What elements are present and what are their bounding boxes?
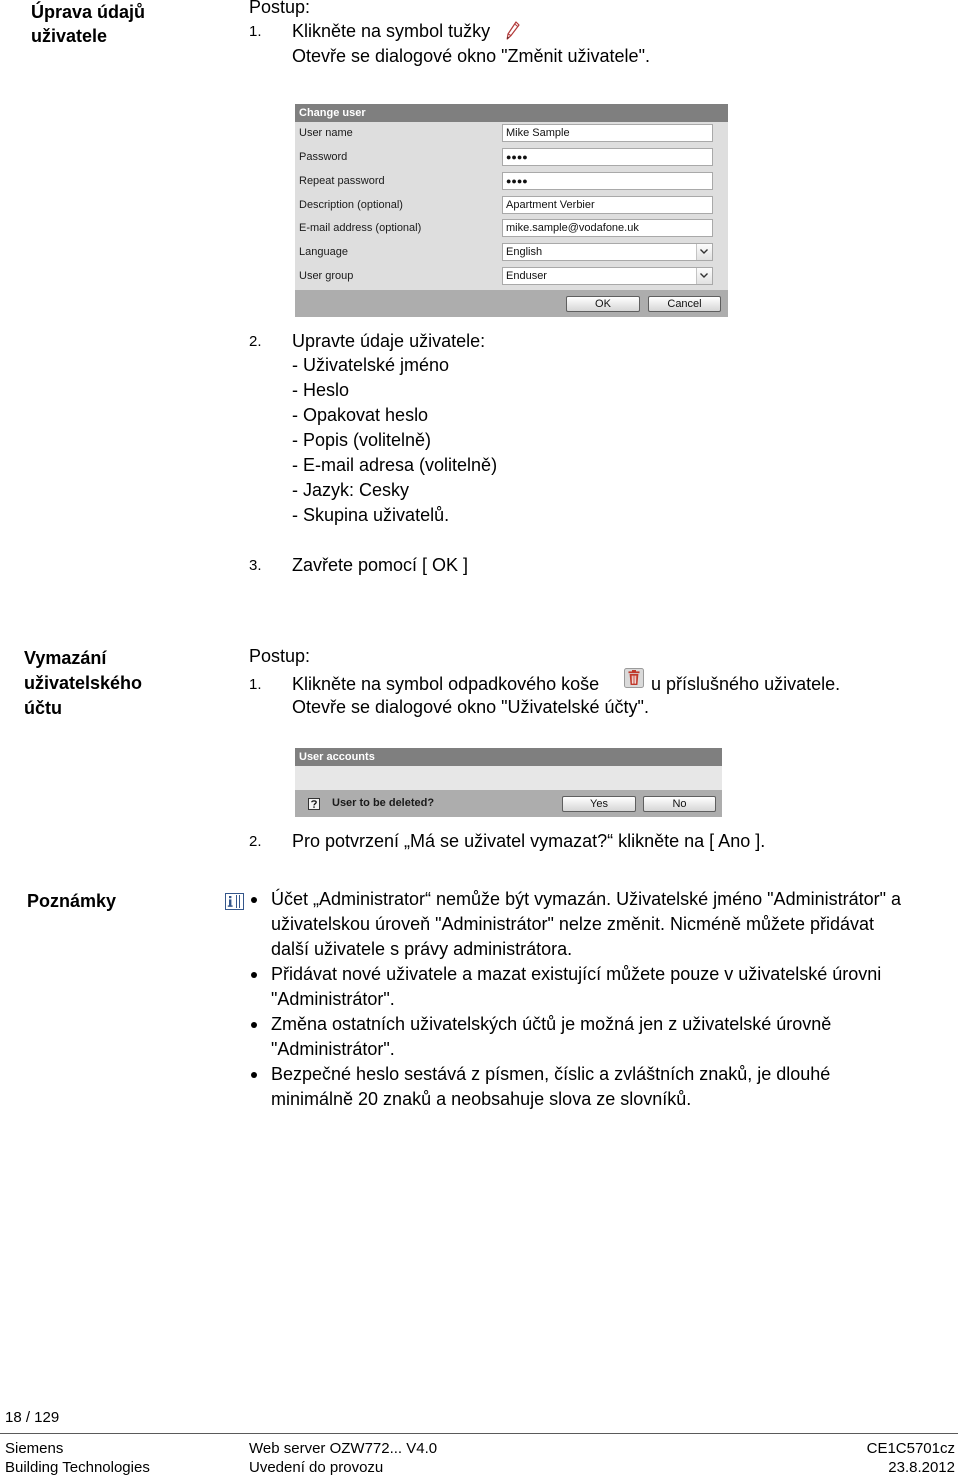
notes-list xyxy=(252,887,952,1112)
note-line: Změna ostatních uživatelských účtů je možná jen z uživatelské úrovně xyxy=(271,1014,832,1034)
footer-document-chapter: Uvedení do provozu xyxy=(249,1459,384,1476)
field-row-user-name xyxy=(295,121,728,145)
note-line: Přidávat nové uživatele a mazat existující můžete pouze v uživatelské úrovni xyxy=(271,964,882,984)
edit-step2-item: - Skupina uživatelů. xyxy=(292,505,450,525)
change-user-dialog-footer xyxy=(295,290,728,317)
page-number: 18 / 129 xyxy=(5,1409,60,1426)
field-label-repeat-password: Repeat password xyxy=(299,175,385,187)
yes-button[interactable]: Yes xyxy=(562,796,636,812)
field-row-email xyxy=(295,216,728,240)
password-input[interactable]: ●●●● xyxy=(502,148,713,166)
field-row-language xyxy=(295,240,728,264)
bullet-marker xyxy=(251,972,257,978)
delete-confirm-question: User to be deleted? xyxy=(332,797,435,809)
help-icon xyxy=(308,798,320,810)
note-item xyxy=(252,1012,952,1062)
footer-document-title: Web server OZW772... V4.0 xyxy=(249,1440,438,1457)
delete-step1-text-before: Klikněte na symbol odpadkového koše xyxy=(292,674,600,694)
delete-step2-text: Pro potvrzení „Má se uživatel vymazat?“ klikněte na [ Ano ]. xyxy=(292,831,766,851)
field-row-repeat-password xyxy=(295,169,728,193)
delete-step1-number: 1. xyxy=(249,676,262,693)
user-accounts-dialog-body xyxy=(295,766,722,790)
delete-user-procedure-label: Postup: xyxy=(249,646,311,666)
edit-user-procedure-label: Postup: xyxy=(249,0,311,17)
change-user-dialog xyxy=(295,104,728,317)
field-label-language: Language xyxy=(299,246,348,258)
note-line: Bezpečné heslo sestává z písmen, číslic a zvláštních znaků, je dlouhé xyxy=(271,1064,831,1084)
edit-step1-text: Klikněte na symbol tužky xyxy=(292,21,491,41)
note-item xyxy=(252,1062,952,1112)
field-label-user-name: User name xyxy=(299,127,353,139)
field-label-user-group: User group xyxy=(299,270,354,282)
pencil-icon xyxy=(506,21,520,40)
email-input[interactable]: mike.sample@vodafone.uk xyxy=(502,219,713,237)
chevron-down-icon[interactable] xyxy=(696,244,712,260)
edit-step2-item: - Opakovat heslo xyxy=(292,405,429,425)
user-group-select-value: Enduser xyxy=(506,270,547,282)
bullet-marker xyxy=(251,1022,257,1028)
footer-date: 23.8.2012 xyxy=(888,1459,955,1476)
bullet-marker xyxy=(251,1072,257,1078)
note-line: minimálně 20 znaků a neobsahuje slova ze slovníků. xyxy=(271,1089,692,1109)
field-row-password xyxy=(295,145,728,169)
note-line: uživatelskou úroveň "Administrátor" nelze změnit. Nicméně můžete přidávat xyxy=(271,914,875,934)
note-item xyxy=(252,887,952,962)
user-group-select[interactable] xyxy=(502,267,713,285)
footer-divider xyxy=(0,1433,958,1434)
delete-step2-number: 2. xyxy=(249,833,262,850)
edit-step2-item: - E-mail adresa (volitelně) xyxy=(292,455,498,475)
edit-step1-number: 1. xyxy=(249,23,262,40)
language-select[interactable] xyxy=(502,243,713,261)
ok-button[interactable]: OK xyxy=(566,296,640,312)
edit-user-heading-line2: uživatele xyxy=(31,26,108,46)
delete-step1-text-after: u příslušného uživatele. xyxy=(651,674,841,694)
trash-icon xyxy=(624,668,644,688)
edit-step2-item: - Jazyk: Cesky xyxy=(292,480,410,500)
field-row-user-group xyxy=(295,264,728,288)
note-line: další uživatele s právy administrátora. xyxy=(271,939,573,959)
edit-step1-result: Otevře se dialogové okno "Změnit uživatele". xyxy=(292,46,650,66)
info-icon xyxy=(225,893,244,910)
footer-division: Building Technologies xyxy=(5,1459,150,1476)
edit-step2-number: 2. xyxy=(249,333,262,350)
field-label-email: E-mail address (optional) xyxy=(299,222,422,234)
edit-step2-item: - Uživatelské jméno xyxy=(292,355,450,375)
user-accounts-dialog xyxy=(295,748,722,817)
chevron-down-icon[interactable] xyxy=(696,268,712,284)
field-row-description xyxy=(295,193,728,217)
user-name-input[interactable]: Mike Sample xyxy=(502,124,713,142)
cancel-button[interactable]: Cancel xyxy=(648,296,721,312)
delete-user-heading-line2: uživatelského xyxy=(24,673,143,693)
edit-step2-text: Upravte údaje uživatele: xyxy=(292,331,486,351)
field-label-password: Password xyxy=(299,151,348,163)
delete-step1-result: Otevře se dialogové okno "Uživatelské účty". xyxy=(292,697,649,717)
footer-company: Siemens xyxy=(5,1440,64,1457)
bullet-marker xyxy=(251,897,257,903)
footer-document-id: CE1C5701cz xyxy=(866,1440,955,1457)
edit-user-heading-line1: Úprava údajů xyxy=(31,2,146,22)
note-line: "Administrátor". xyxy=(271,1039,395,1059)
edit-step3-number: 3. xyxy=(249,557,262,574)
language-select-value: English xyxy=(506,246,543,258)
repeat-password-input[interactable]: ●●●● xyxy=(502,172,713,190)
note-line: Účet „Administrator“ nemůže být vymazán. Uživatelské jméno "Administrátor" a xyxy=(271,889,901,909)
edit-step2-item: - Heslo xyxy=(292,380,350,400)
user-accounts-dialog-footer xyxy=(295,790,722,817)
field-label-description: Description (optional) xyxy=(299,199,403,211)
note-item xyxy=(252,962,952,1012)
notes-heading: Poznámky xyxy=(27,891,117,911)
description-input[interactable]: Apartment Verbier xyxy=(502,196,713,214)
note-line: "Administrátor". xyxy=(271,989,395,1009)
edit-step3-text: Zavřete pomocí [ OK ] xyxy=(292,555,469,575)
no-button[interactable]: No xyxy=(643,796,716,812)
user-accounts-dialog-title: User accounts xyxy=(295,748,722,766)
delete-user-heading-line3: účtu xyxy=(24,698,62,718)
delete-user-heading-line1: Vymazání xyxy=(24,648,107,668)
change-user-dialog-title: Change user xyxy=(295,104,728,122)
edit-step2-item: - Popis (volitelně) xyxy=(292,430,432,450)
